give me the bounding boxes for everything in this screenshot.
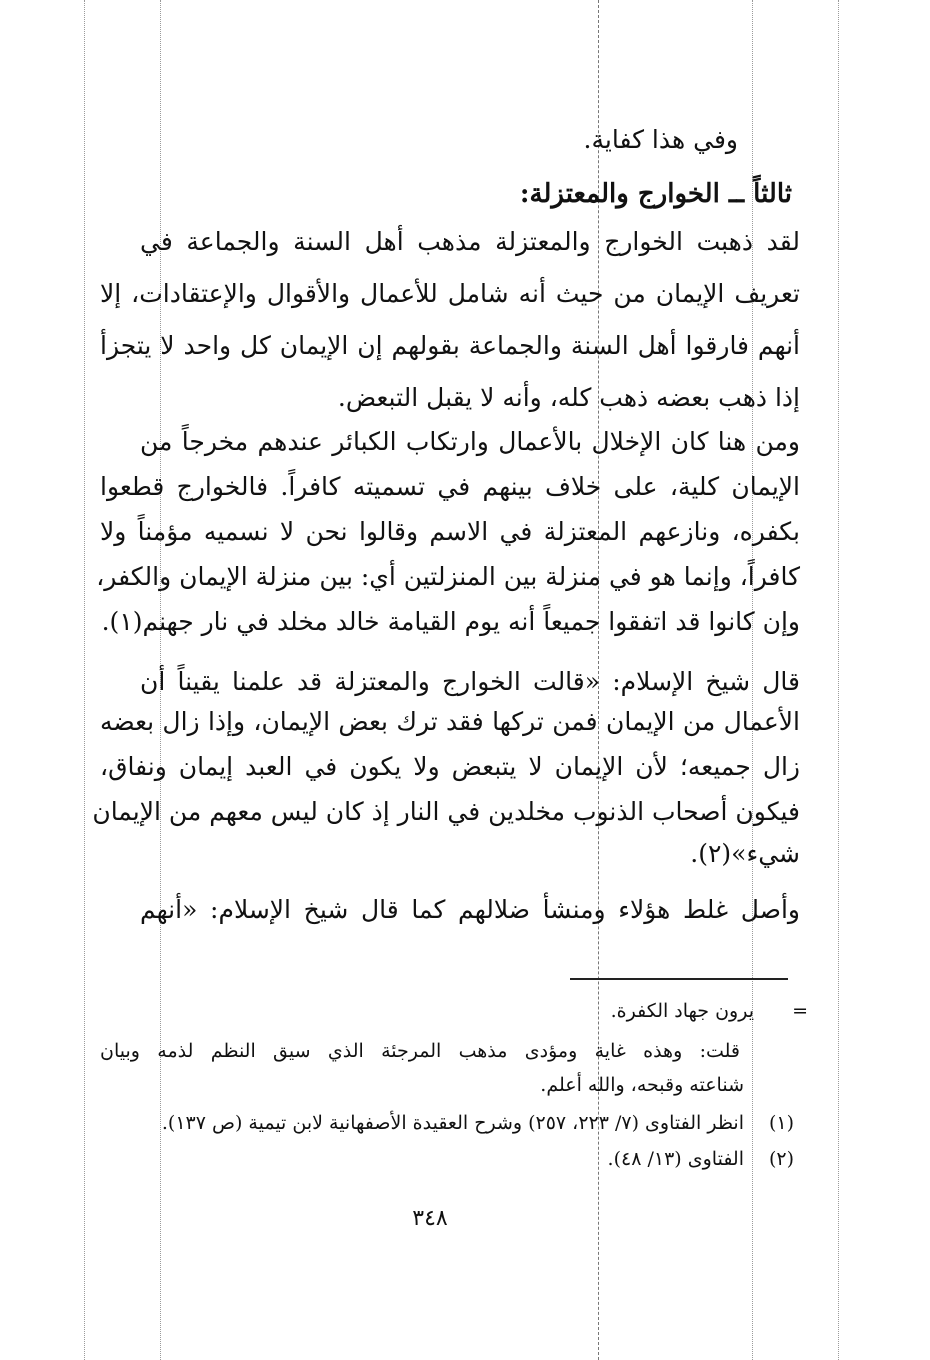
intro-line: وفي هذا كفاية. [583,125,738,154]
body-line: لقد ذهبت الخوارج والمعتزلة مذهب أهل السنة والجماعة في [140,227,800,256]
body-line: فيكون أصحاب الذنوب مخلدين في النار إذ كان ليس معهم من الإيمان [92,797,800,826]
body-line: أنهم فارقوا أهل السنة والجماعة بقولهم إن الإيمان كل واحد لا يتجزأ [100,331,800,360]
body-line: الإيمان كلية، على خلاف بينهم في تسميته كافراً. فالخوارج قطعوا [100,472,800,501]
footnote-text: انظر الفتاوى (٧/ ٢٢٣، ٢٥٧) وشرح العقيدة الأصفهانية لابن تيمية (ص ١٣٧). [161,1112,744,1134]
scan-artifact-line [84,0,85,1360]
body-text [92,222,800,924]
body-line: وأصل غلط هؤلاء ومنشأ ضلالهم كما قال شيخ الإسلام: «أنهم [140,895,800,924]
body-line: وإن كانوا قد اتفقوا جميعاً أنه يوم القيامة خالد مخلد في نار جهنم(١). [101,607,800,636]
body-line: زال جميعه؛ لأن الإيمان لا يتبعض ولا يكون في العبد إيمان ونفاق، [100,752,800,781]
footnote-number: (٢) [768,1148,794,1170]
body-line: إذا ذهب بعضه ذهب كله، وأنه لا يقبل التبعض. [337,383,800,412]
body-line: قال شيخ الإسلام: «قالت الخوارج والمعتزلة قد علمنا يقيناً أن [140,667,800,696]
body-line: شيء»(٢). [690,839,800,868]
section-heading [520,174,792,214]
body-line: بكفره، ونازعهم المعتزلة في الاسم وقالوا نحن لا نسميه مؤمناً ولا [100,517,800,546]
footnote-separator [570,978,788,980]
section-heading-text: ثالثاً ــ الخوارج والمعتزلة: [519,179,792,209]
body-line: كافراً، وإنما هو في منزلة بين المنزلتين أي: بين منزلة الإيمان والكفر، [96,562,800,591]
footnote-text: الفتاوى (١٣/ ٤٨). [607,1148,744,1170]
intro-text [584,120,738,160]
page-number: ٣٤٨ [412,1206,448,1231]
footnote-note-line: قلت: وهذه غاية ومؤدى مذهب المرجئة الذي سيق النظم لذمه وبيان [100,1040,740,1062]
body-line: ومن هنا كان الإخلال بالأعمال وارتكاب الكبائر عندهم مخرجاً من [140,427,800,456]
footnote-note-line: شناعته وقبحه، والله أعلم. [540,1074,744,1096]
footnote-continuation-mark: = [792,1000,808,1022]
footnote-continuation: يرون جهاد الكفرة. [610,1000,754,1022]
scan-artifact-line [838,0,839,1360]
body-line: تعريف الإيمان من حيث أنه شامل للأعمال والأقوال والإعتقادات، إلا [100,279,800,308]
footnote-number: (١) [768,1112,794,1134]
body-line: الأعمال من الإيمان فمن تركها فقد ترك بعض الإيمان، وإذا زال بعضه [100,707,800,736]
